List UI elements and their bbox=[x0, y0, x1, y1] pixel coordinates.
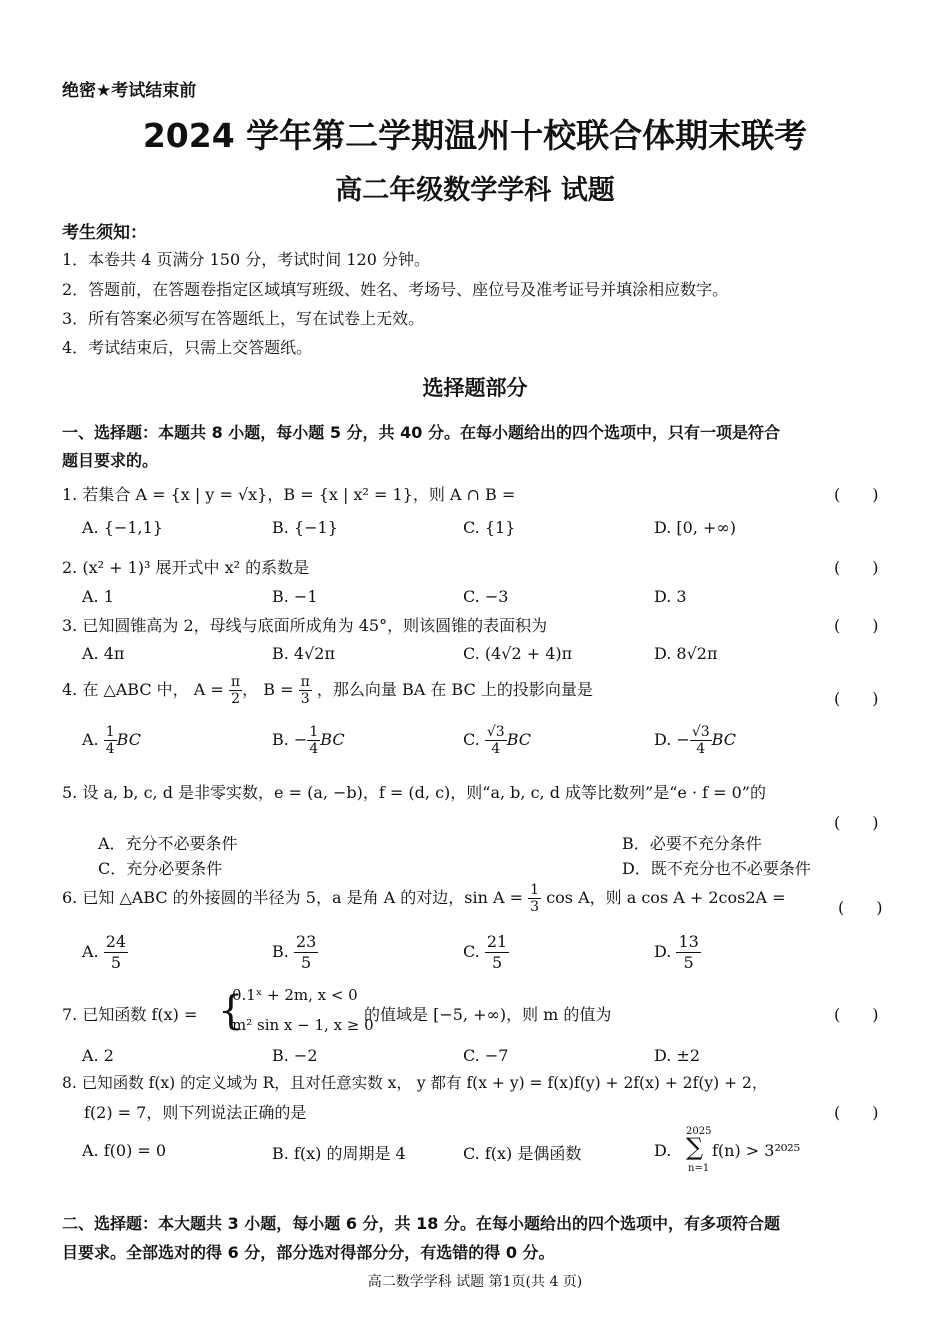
q7-option-b: B. −2 bbox=[272, 1046, 318, 1065]
q4-option-b: B. − $\frac{1}{4}$ BC bbox=[272, 724, 345, 757]
q2-option-d: D. 3 bbox=[654, 587, 687, 606]
q4-angle-a: A = bbox=[193, 680, 224, 699]
left-brace: { bbox=[218, 988, 244, 1034]
sum-expression: f(n) > 3²⁰²⁵ bbox=[712, 1141, 801, 1160]
vector-bc: BC bbox=[506, 730, 531, 749]
question-4-stem: 4. 在 △ABC 中， A = $\frac{\pi}{2}$ ， B = $\frac{\pi}{3}$ ，那么向量 BA 在 BC 上的投影向量是 bbox=[62, 674, 593, 707]
notice-item: 2．答题前，在答题卷指定区域填写班级、姓名、考场号、座位号及准考证号并填涂相应数字。 bbox=[62, 280, 729, 299]
vector-bc: BC bbox=[116, 730, 141, 749]
q8-option-a: A. f(0) = 0 bbox=[82, 1141, 167, 1160]
answer-blank: ( ) bbox=[834, 558, 879, 577]
q8-option-d: D. bbox=[654, 1141, 672, 1160]
sum-lower-limit: n=1 bbox=[688, 1163, 710, 1174]
answer-blank: ( ) bbox=[834, 1005, 879, 1024]
page-footer: 高二数学学科 试题 第1页(共 4 页) bbox=[367, 1274, 583, 1290]
q2-option-b: B. −1 bbox=[272, 587, 318, 606]
exam-subtitle: 高二年级数学学科 试题 bbox=[335, 175, 615, 206]
q4-option-a: A. $\frac{1}{4}$ BC bbox=[82, 724, 141, 757]
vector-bc: BC bbox=[711, 730, 736, 749]
part2-instruction: 二、选择题：本大题共 3 小题，每小题 6 分，共 18 分。在每小题给出的四个选项中，有多项符合题 bbox=[62, 1214, 780, 1233]
q6-option-c: C. $\frac{21}{5}$ bbox=[463, 932, 508, 972]
vector-bc: BC bbox=[320, 730, 345, 749]
question-2-stem: 2. (x² + 1)³ 展开式中 x² 的系数是 bbox=[62, 558, 310, 577]
q5-option-c: C．充分必要条件 bbox=[98, 859, 223, 878]
q5-option-a: A．充分不必要条件 bbox=[98, 834, 238, 853]
frac-root3-quarter: $\frac{√3}{4}$ bbox=[691, 724, 710, 757]
frac-one-quarter: $\frac{1}{4}$ bbox=[105, 724, 115, 757]
sigma-icon: ∑ bbox=[686, 1133, 704, 1161]
answer-blank: ( ) bbox=[834, 689, 879, 708]
q7-option-a: A. 2 bbox=[82, 1046, 114, 1065]
question-7-stem: 的值域是 [−5, +∞)，则 m 的值为 bbox=[364, 1005, 612, 1024]
answer-blank: ( ) bbox=[834, 1103, 879, 1122]
exam-title: 2024 学年第二学期温州十校联合体期末联考 bbox=[142, 116, 808, 155]
q7-option-d: D. ±2 bbox=[654, 1046, 701, 1065]
question-5-stem: 5. 设 a, b, c, d 是非零实数，e = (a, −b)，f = (d, c)，则“a, b, c, d 成等比数列”是“e · f = 0”的 bbox=[62, 783, 766, 802]
q3-option-a: A. 4π bbox=[82, 644, 125, 663]
q1-option-b: B. {−1} bbox=[272, 518, 338, 537]
q5-option-d: D．既不充分也不必要条件 bbox=[622, 859, 811, 878]
notice-item: 3．所有答案必须写在答题纸上，写在试卷上无效。 bbox=[62, 309, 425, 328]
pi-over-3: $\frac{\pi}{3}$ bbox=[300, 674, 310, 707]
q4-stem-start: 4. 在 △ABC 中， bbox=[62, 680, 189, 699]
q6-option-a: A. $\frac{24}{5}$ bbox=[82, 932, 127, 972]
pi-over-2: $\frac{\pi}{2}$ bbox=[230, 674, 241, 707]
part1-instruction-cont: 题目要求的。 bbox=[62, 451, 159, 470]
answer-blank: ( ) bbox=[838, 898, 883, 917]
confidential-label: 绝密★考试结束前 bbox=[62, 81, 197, 101]
q2-option-a: A. 1 bbox=[82, 587, 114, 606]
frac-one-third: $\frac{1}{3}$ bbox=[530, 882, 540, 915]
q4-angle-b: B = bbox=[263, 680, 294, 699]
question-3-stem: 3. 已知圆锥高为 2，母线与底面所成角为 45°，则该圆锥的表面积为 bbox=[62, 616, 548, 635]
section-title: 选择题部分 bbox=[422, 376, 528, 400]
piecewise-case-1: 0.1ˣ + 2m, x < 0 bbox=[232, 986, 358, 1004]
answer-blank: ( ) bbox=[834, 616, 879, 635]
sum-upper-limit: 2025 bbox=[686, 1126, 712, 1137]
notice-item: 1．本卷共 4 页满分 150 分，考试时间 120 分钟。 bbox=[62, 250, 430, 269]
q4-stem-end: ，那么向量 BA 在 BC 上的投影向量是 bbox=[316, 680, 593, 699]
part1-instruction: 一、选择题：本题共 8 小题，每小题 5 分，共 40 分。在每小题给出的四个选项中，只有一项是符合 bbox=[62, 423, 780, 442]
piecewise-case-2: m² sin x − 1, x ≥ 0 bbox=[232, 1016, 374, 1034]
question-1-stem: 1. 若集合 A = {x | y = √x}，B = {x | x² = 1}，则 A ∩ B = bbox=[62, 485, 516, 504]
q1-option-d: D. [0, +∞) bbox=[654, 518, 736, 537]
q6-option-d: D. $\frac{13}{5}$ bbox=[654, 932, 699, 972]
question-6-stem: 6. 已知 △ABC 的外接圆的半径为 5，a 是角 A 的对边，sin A = $\frac{1}{3}$ cos A，则 a cos A + 2cos2A = bbox=[62, 882, 786, 915]
q3-option-c: C. (4√2 + 4)π bbox=[463, 644, 573, 663]
answer-blank: ( ) bbox=[834, 813, 879, 832]
question-8-stem: 8. 已知函数 f(x) 的定义域为 R，且对任意实数 x， y 都有 f(x + y) = f(x)f(y) + 2f(x) + 2f(y) + 2， bbox=[62, 1074, 768, 1092]
notice-item: 4．考试结束后，只需上交答题纸。 bbox=[62, 338, 313, 357]
q3-option-b: B. 4√2π bbox=[272, 644, 335, 663]
notice-heading: 考生须知： bbox=[62, 223, 147, 243]
q2-option-c: C. −3 bbox=[463, 587, 509, 606]
q4-option-c: C. $\frac{√3}{4}$ BC bbox=[463, 724, 531, 757]
question-7-prefix: 7. 已知函数 f(x) = bbox=[62, 1005, 198, 1024]
q1-option-a: A. {−1,1} bbox=[82, 518, 163, 537]
q1-option-c: C. {1} bbox=[463, 518, 516, 537]
frac-root3-quarter: $\frac{√3}{4}$ bbox=[486, 724, 505, 757]
q6-option-b: B. $\frac{23}{5}$ bbox=[272, 932, 317, 972]
q3-option-d: D. 8√2π bbox=[654, 644, 718, 663]
question-8-stem-cont: f(2) = 7，则下列说法正确的是 bbox=[84, 1103, 307, 1122]
part2-instruction-cont: 目要求。全部选对的得 6 分，部分选对得部分分，有选错的得 0 分。 bbox=[62, 1243, 555, 1262]
q5-option-b: B．必要不充分条件 bbox=[622, 834, 762, 853]
q7-option-c: C. −7 bbox=[463, 1046, 509, 1065]
q8-option-b: B. f(x) 的周期是 4 bbox=[272, 1144, 406, 1163]
q8-option-c: C. f(x) 是偶函数 bbox=[463, 1144, 582, 1163]
answer-blank: ( ) bbox=[834, 485, 879, 504]
frac-one-quarter: $\frac{1}{4}$ bbox=[309, 724, 319, 757]
q4-option-d: D. − $\frac{√3}{4}$ BC bbox=[654, 724, 736, 757]
